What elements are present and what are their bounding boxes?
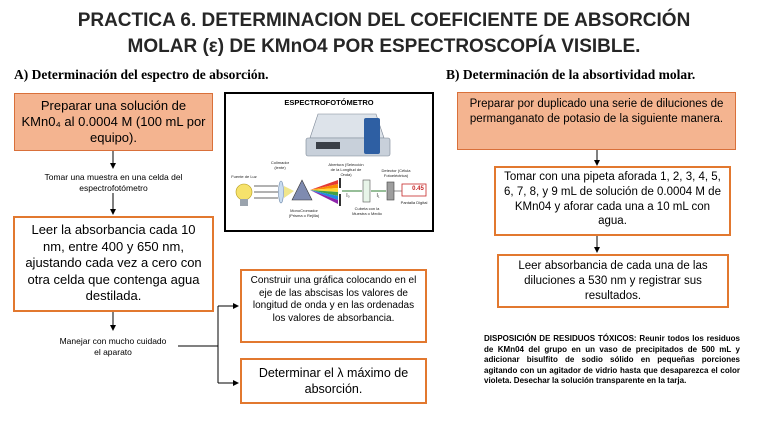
step-b2-box	[494, 166, 731, 236]
section-a-heading: A) Determinación del espectro de absorción.	[14, 67, 269, 82]
step-b1-text: Preparar por duplicado una serie de diluciones de permanganato de potasio de la siguiente manera.	[469, 98, 724, 125]
step-a1-text: Preparar una solución de KMn0₄ al 0.0004 M (100 mL por equipo).	[21, 98, 206, 145]
page-title-line2: MOLAR (ε) DE KMnO4 POR ESPECTROSCOPÍA VISIBLE.	[127, 36, 641, 57]
label-light-source: Fuente de Luz	[231, 174, 257, 179]
step-a3-box	[240, 269, 427, 343]
label-i0: I₀	[346, 193, 350, 199]
label-i1: I₁	[376, 193, 380, 199]
step-a2-box	[13, 216, 214, 312]
section-b-heading: B) Determinación de la absortividad molar.	[446, 67, 696, 82]
label-monochromator: MonoCromador (Prisma o Rejilla)	[288, 208, 320, 218]
note-a1: Tomar una muestra en una celda del espectrofotómetro	[44, 172, 183, 193]
step-b2-text: Tomar con una pipeta aforada 1, 2, 3, 4, 5, 6, 7, 8, y 9 mL de solución de 0.0004 M de KMn04 y aforar cada una a 10 mL con agua.	[504, 171, 721, 228]
step-a4-box	[240, 358, 427, 404]
step-a4-text: Determinar el λ máximo de absorción.	[258, 366, 409, 396]
step-a1-box	[14, 93, 213, 151]
step-b3-text: Leer absorbancia de cada una de las diluciones a 530 nm y registrar sus resultados.	[518, 260, 708, 302]
toxic-waste-disposal-note: DISPOSICIÓN DE RESIDUOS TÓXICOS: Reunir todos los residuos de KMn04 del grupo en un vaso de precipitados de 500 mL y adicionar bisulfito de sodio sólido en pequeñas porciones agitando con un agitador de vidrio hasta que desaparezca el color violeta. Desechar la solución transparente en la tarja.	[484, 334, 740, 386]
label-aperture: Abertura (Selección de la Longitud de Onda)	[328, 162, 364, 177]
label-display: Pantalla Digital	[400, 200, 428, 205]
note-a2: Manejar con mucho cuidado el aparato	[59, 336, 167, 357]
label-cuvette: Cubeta con la Muestra o Medio	[352, 206, 382, 216]
step-a2-text: Leer la absorbancia cada 10 nm, entre 400 y 650 nm, ajustando cada vez a cero con otra celda que contenga agua destilada.	[25, 222, 202, 303]
page-title-line1: PRACTICA 6. DETERMINACION DEL COEFICIENTE DE ABSORCIÓN	[77, 10, 691, 31]
display-reading: 0.45	[412, 186, 424, 192]
step-b1-box	[457, 92, 736, 150]
spectrophotometer-figure	[224, 92, 434, 232]
label-collimator: Colimador (lente)	[270, 160, 290, 170]
step-a3-text: Construir una gráfica colocando en el eje de las abscisas los valores de longitud de onda y en las ordenadas los valores de absorbancia.	[250, 275, 417, 324]
label-detector: Detector (Célula Fotoeléctrica)	[381, 168, 411, 178]
step-b3-box	[497, 254, 729, 308]
spectrophotometer-title: ESPECTROFOTÓMETRO	[284, 98, 374, 107]
